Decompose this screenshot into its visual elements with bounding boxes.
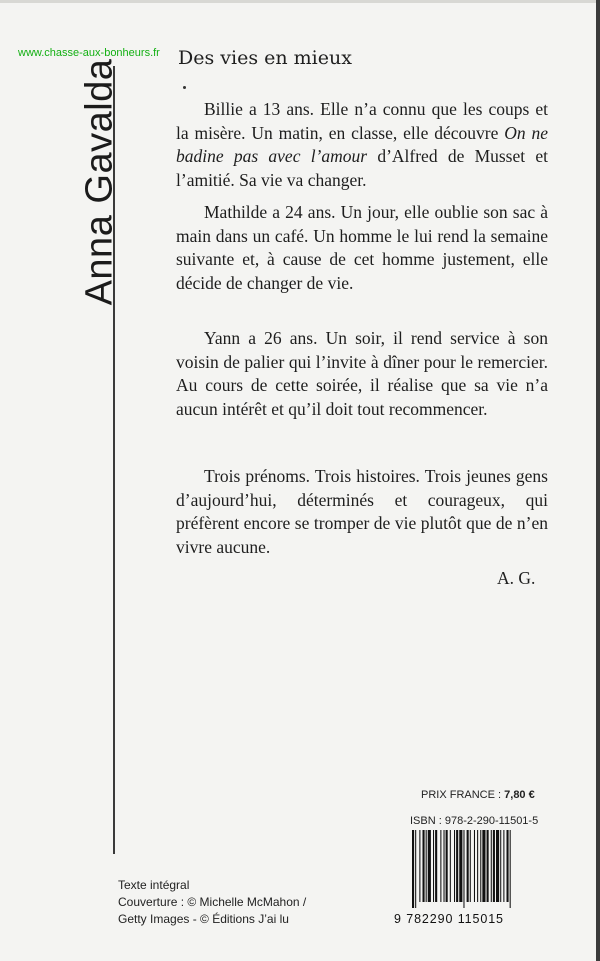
barcode-bar [450, 830, 451, 902]
barcode-bar [423, 830, 425, 902]
blurb-italic-title: On ne badine pas avec l’amour [176, 122, 549, 167]
barcode-bar [503, 830, 504, 902]
barcode-number: 9 782290 115015 [394, 912, 504, 926]
watermark-url: www.chasse-aux-bonheurs.fr [18, 47, 160, 59]
barcode-bar [474, 830, 475, 902]
barcode-bar [415, 830, 416, 908]
blurb-text: d’Alfred de Musset et l’amitié. Sa vie va changer. [176, 146, 548, 190]
blurb-paragraph-yann: Yann a 26 ans. Un soir, il rend service à son voisin de palier qui l’invite à dîner pour le remercier. Au cours de cette soirée, il réalise que sa vie n’a aucun intérêt et qu’il doit tout recommencer. [176, 328, 548, 419]
book-title: Des vies en mieux [178, 47, 352, 69]
price [421, 789, 535, 801]
cover-edge-shadow [596, 0, 600, 961]
barcode-bar [428, 830, 431, 902]
barcode-bar [491, 830, 492, 902]
credits-publisher: Getty Images - © Éditions J’ai lu [118, 912, 289, 926]
blurb-paragraph-billie [176, 98, 548, 192]
credits-integral: Texte intégral [118, 878, 190, 892]
barcode-bar [507, 830, 509, 902]
barcode-bar [454, 830, 455, 902]
credits-cover-photo: Couverture : © Michelle McMahon / [118, 895, 307, 909]
blurb-text: Billie a 13 ans. Elle n’a connu que les coups et la misère. Un matin, en classe, elle découvre [176, 99, 548, 143]
barcode-bar [496, 830, 499, 902]
top-edge [0, 0, 600, 3]
barcode-bar [487, 830, 489, 902]
barcode-bar [444, 830, 445, 902]
barcode [410, 830, 548, 908]
blurb-paragraph-mathilde: Mathilde a 24 ans. Un jour, elle oublie son sac à main dans un café. Un homme le lui rend la semaine suivante et, à cause de cet homme justement, elle décide de changer de vie. [176, 202, 548, 293]
barcode-bar [446, 830, 448, 902]
barcode-bar [510, 830, 511, 908]
blurb-paragraph-summary: Trois prénoms. Trois histoires. Trois jeunes gens d’aujourd’hui, déterminés et courageux, qui préfèrent encore se tromper de vie plutôt que de n’en vivre aucune. [176, 466, 548, 557]
barcode-bar [470, 830, 471, 902]
barcode-bar [467, 830, 469, 902]
barcode-bar [480, 830, 481, 902]
barcode-bar [463, 830, 464, 908]
barcode-bar [433, 830, 434, 902]
barcode-bar [459, 830, 462, 902]
barcode-bar [482, 830, 485, 902]
bullet-dot [183, 86, 186, 89]
barcode-bar [412, 830, 414, 908]
signature: A. G. [497, 568, 536, 588]
barcode-bar [426, 830, 427, 902]
author-name: Anna Gavalda [78, 58, 121, 306]
barcode-bar [493, 830, 495, 902]
barcode-bar [440, 830, 441, 902]
barcode-bar [435, 830, 437, 902]
barcode-bar [456, 830, 458, 902]
isbn: ISBN : 978-2-290-11501-5 [410, 815, 539, 827]
barcode-bar [500, 830, 501, 902]
price-label: PRIX FRANCE : [421, 789, 502, 801]
barcode-bar [477, 830, 478, 902]
barcode-bar [419, 830, 420, 902]
price-value: 7,80 € [504, 789, 535, 801]
